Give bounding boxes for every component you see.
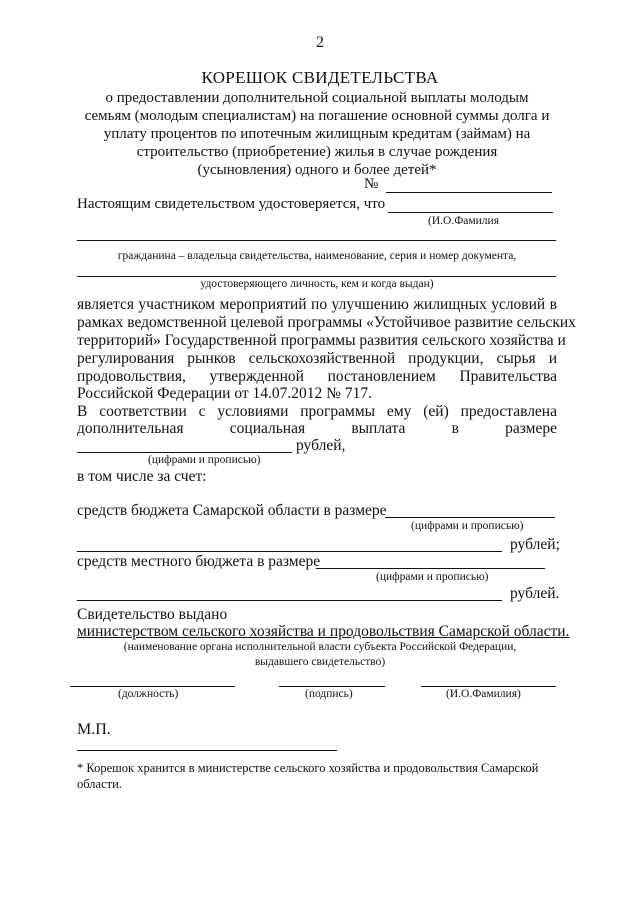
subtitle-line-4: строительство (приобретение) жилья в случае рождения [136,144,498,160]
local-amount-line [316,568,545,569]
position-signature-line [70,686,235,687]
body-line-6: Российской Федерации от 14.07.2012 № 717. [77,385,372,402]
footnote-line-2: области. [77,777,122,791]
subtitle-line-5: (усыновления) одного и более детей* [197,162,437,178]
signature-label: (подпись) [305,688,353,700]
regional-budget-text: средств бюджета Самарской области в размере [77,502,387,519]
local-hint: (цифрами и прописью) [376,571,489,583]
rubles-period: рублей. [510,585,560,602]
fio-field-line [388,212,553,213]
citizen-field-line [77,240,556,241]
payment-line-2: дополнительная социальная выплата в размере [77,420,557,437]
subtitle-line-1: о предоставлении дополнительной социальной выплаты молодым [105,90,529,106]
local-budget-text: средств местного бюджета в размере [77,553,321,570]
rubles-comma: рублей, [296,437,346,454]
signature-line [279,686,385,687]
body-line-5: продовольствия, утвержденной постановлением Правительства [77,368,557,385]
number-field-line [386,192,552,193]
subtitle-line-2: семьям (молодым специалистам) на погашение основной суммы долга и [84,108,550,124]
local-amount-line-2 [77,600,502,601]
position-label: (должность) [118,688,179,700]
body-line-2: рамках ведомственной целевой программы «Устойчивое развитие сельских [77,314,576,331]
body-line-1: является участником мероприятий по улучшению жилищных условий в [77,296,557,313]
issuer-hint-2: выдавшего свидетельство) [254,656,386,668]
including-text: в том числе за счет: [77,468,207,485]
fio-signature-line [421,686,556,687]
rubles-semicolon: рублей; [510,536,560,553]
amount-field-line [77,452,292,453]
document-title: КОРЕШОК СВИДЕТЕЛЬСТВА [201,68,439,87]
issuer-name: министерством сельского хозяйства и продовольствия Самарской области. [77,623,570,640]
body-line-4: регулирования рынков сельскохозяйственной продукции, сырья и [77,350,557,367]
issued-text: Свидетельство выдано [77,606,228,623]
amount-hint: (цифрами и прописью) [148,454,261,466]
body-line-3: территорий» Государственной программы развития сельского хозяйства и [77,332,566,349]
regional-amount-line-2 [77,551,502,552]
certify-text: Настоящим свидетельством удостоверяется, что [77,196,386,212]
fio-label: (И.О.Фамилия) [446,688,521,700]
subtitle-line-3: уплату процентов по ипотечным жилищным кредитам (займам) на [103,126,531,142]
page-number: 2 [316,34,324,51]
identity-hint: удостоверяющего личность, кем и когда выдан) [200,278,434,290]
payment-line-1: В соответствии с условиями программы ему (ей) предоставлена [77,403,557,420]
regional-amount-line [385,517,555,518]
footnote-line-1: * Корешок хранится в министерстве сельского хозяйства и продовольствия Самарской [77,761,539,775]
issuer-hint-1: (наименование органа исполнительной власти субъекта Российской Федерации, [123,641,517,653]
regional-hint: (цифрами и прописью) [411,520,524,532]
identity-field-line [77,276,556,277]
number-sign: № [364,176,379,192]
citizen-hint: гражданина – владельца свидетельства, наименование, серия и номер документа, [117,250,517,262]
fio-hint: (И.О.Фамилия [428,215,499,227]
footnote-separator [77,750,337,751]
seal-mark: М.П. [77,721,111,738]
